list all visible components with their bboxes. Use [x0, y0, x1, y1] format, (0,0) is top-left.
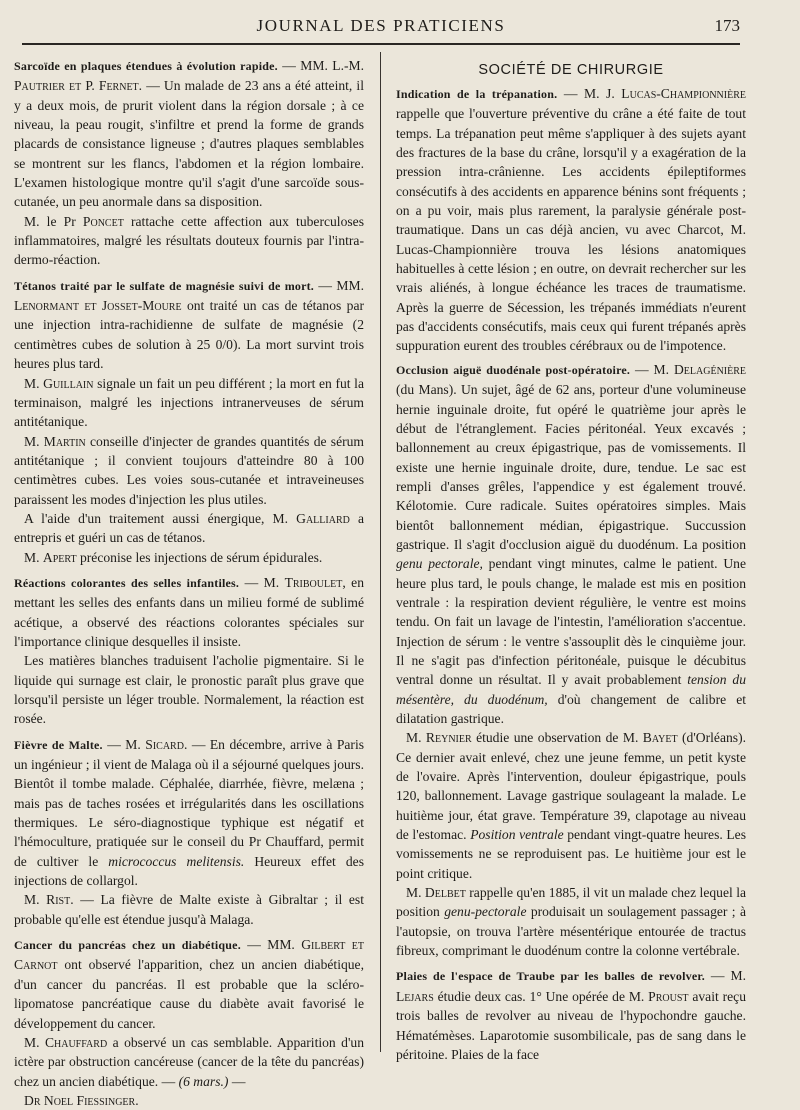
page-header	[22, 10, 740, 46]
text: étudie une observation de M.	[471, 730, 643, 746]
article-fievre	[14, 735, 364, 891]
text: —	[228, 1073, 246, 1089]
text: a observé un cas semblable. Apparition d'un ictère par obstruction cancéreuse (cancer de la tête du pancréas) chez un ancien diabétique. —	[14, 1034, 365, 1089]
article-text: ont traité un cas de tétanos par une injection intra-rachidienne de sulfate de magnésie (2 centimètres cubes de solution à 25 0/0). La mort survint trois heures plus tard.	[14, 298, 365, 372]
sep: — M.	[239, 574, 285, 590]
journal-title: JOURNAL DES PRATICIENS	[256, 16, 506, 35]
author-names: Lenormant et Josset-Moure	[14, 298, 182, 314]
text: pendant vingt-quatre heures. Les vomissements ne se reproduisent pas. Le huitième jour est le point critique.	[396, 827, 746, 881]
text: M.	[24, 549, 43, 565]
sep: — M.	[102, 736, 146, 752]
text: M.	[406, 730, 426, 746]
author-name: Proust	[648, 988, 689, 1004]
paragraph	[396, 883, 746, 960]
text: M.	[24, 892, 47, 908]
article-cancer	[14, 935, 364, 1033]
text: M.	[24, 1034, 45, 1050]
author-names: Sicard.	[145, 736, 188, 752]
author-names: Delagénière	[673, 361, 747, 377]
paragraph	[14, 212, 364, 270]
article-text: pendant vingt minutes, calme le patient. Une heure plus tard, le pouls change, le malade est mis en position ventrale : la respiration devient régulière, le ventre est moins tendu. On fait un lavage de l'intestin, l'amélioration s'accentue. Injection de sérum : le ventre s'assouplit dès le cinquième jour. Il ne s'agit pas d'infection péritonéale, puisque le décubitus ventral donne un résultat. Il y avait probablement	[396, 556, 746, 688]
italic-text: tension du mésentère, du duodénum,	[396, 672, 746, 707]
text: (d'Orléans). Ce dernier avait enlevé, chez une jeune femme, un petit kyste de l'ovaire. Après l'intervention, douleur épigastrique, pouls 120, ballonnement. Lavage gastrique soulageant la malade. Le huitième jour, état grave. Température 39, clapotage au niveau de l'estomac.	[396, 730, 746, 843]
paragraph	[14, 432, 364, 509]
paragraph	[14, 548, 364, 567]
article-heading: Tétanos traité par le sulfate de magnésie suivi de mort.	[14, 278, 315, 293]
article-plaies	[396, 966, 746, 1064]
signature: Dr Noel Fiessinger.	[24, 1092, 139, 1108]
article-text: ont observé l'apparition, chez un ancien diabétique, d'un cancer du pancréas. Il est probable que la scléro-lipomatose pancréatique cause du diabète avait favorisé le développement du cancer.	[14, 957, 364, 1031]
author-name: Guillain	[43, 375, 94, 391]
article-text: avait reçu trois balles de revolver au niveau de l'hypochondre gauche. Hématémèses. Laparotomie susombilicale, pas de sang dans le péritoine. Plaies de la face	[396, 988, 746, 1062]
text: M.	[24, 433, 44, 449]
italic-text: Position ventrale	[470, 827, 564, 843]
author-name: Galliard	[296, 510, 350, 526]
author-name: Rist.	[46, 892, 74, 908]
text: M.	[24, 375, 44, 391]
text: rattache cette affection aux tuberculoses inflammatoires, malgré les résultats douteux fournis par l'intra-dermo-réaction.	[14, 213, 364, 268]
text: — La fièvre de Malte existe à Gibraltar ; il est probable qu'elle est étendue jusqu'à Malaga.	[14, 892, 364, 927]
article-tetanos	[14, 276, 364, 374]
article-heading: Plaies de l'espace de Traube par les balles de revolver.	[396, 969, 705, 984]
author-name: Bayet	[642, 730, 678, 746]
article-heading: Occlusion aiguë duodénale post-opératoire.	[396, 362, 631, 377]
article-text: — En décembre, arrive à Paris un ingénieur ; il vient de Malaga où il a séjourné quelques jours. Bientôt il tombe malade. Céphalée, diarrhée, fièvre, melæna ; mais pas de taches rosées et irrégularités dans les oscillations thermiques. Le séro-diagnostique typhique est négatif et l'hémoculture, pratiquée sur le conseil du Pr Chauffard, permit de cultiver le	[14, 736, 365, 869]
article-trepanation	[396, 84, 746, 356]
text: signale un fait un peu différent ; la mort en fut la terminaison, malgré les injections intranerveuses de sérum antitétanique.	[14, 375, 364, 430]
text: préconise les injections de sérum épidurales.	[76, 549, 323, 565]
text: produisait un soulagement passager ; à l'autopsie, on trouva l'artère mésentérique entourée de tractus fibreux, comprimant le duodénum contre la colonne vertébrale.	[396, 904, 746, 959]
article-heading: Cancer du pancréas chez un diabétique.	[14, 938, 241, 953]
article-sarcoide	[14, 56, 364, 212]
paragraph: Les matières blanches traduisent l'acholie pigmentaire. Si le liquide qui surnage est clair, le pronostic paraît plus grave que lorsqu'il persiste un léger trouble. Normalement, la réaction est rosée.	[14, 653, 364, 727]
text: M. le Pr	[24, 213, 83, 229]
text: a entrepris et guéri un cas de tétanos.	[14, 510, 364, 546]
sep: — M.	[704, 968, 746, 984]
article-text: (du Mans). Un sujet, âgé de 62 ans, porteur d'une volumineuse hernie inguinale droite, fut opéré le quatrième jour après le début de l'étranglement. Facies péritonéal. Yeux excavés ; ballonnement au creux épigastrique, pas de vomissements. Il existe une hernie inguinale droite, dure, tendue. Le sac est rempli d'anses grêles, l'appendice y est également trouvé. Kélotomie. Cure radicale. Suites opératoires simples. Mais bientôt ballonnement médian, épigastrique. Succussion gastrique. Il s'agit d'occlusion aiguë du duodénum. La position	[396, 382, 746, 552]
article-text: étudie deux cas. 1° Une opérée de M.	[433, 988, 649, 1004]
paragraph	[14, 1033, 364, 1091]
sep: —	[277, 58, 301, 73]
author-name: Chauffard	[44, 1034, 108, 1050]
author-names: Gilbert et Carnot	[14, 937, 365, 973]
sep: — M. J.	[557, 86, 622, 101]
article-text: rappelle que l'ouverture préventive du crâne a été faite de tout temps. La trépanation peut même s'appliquer à des sujets ayant des fractures de la base du crâne, lorsqu'il y a exagération de la pression intra-crânienne. Les accidents épileptiformes consécutifs à des accidents en apparence bénins sont fréquents ; on a pu voir, mais plus rarement, la paralysie générale post-traumatique. Dans un cas déjà ancien, vu avec Charcot, M. Lucas-Championnière trouva les lésions anatomiques habituelles à cette lésion ; en outre, on devrait rechercher sur les vrais aliénés, à longue échéance les traces de traumatisme. Après la guerre de Sécession, les trépanés immédiats n'eurent pas d'accidents consécutifs, mais ceux qui furent trépanés après suppuration eurent des troubles cérébraux ou de l'impotence.	[396, 106, 746, 354]
article-reactions	[14, 573, 364, 651]
page-number: 173	[714, 16, 740, 35]
sep: — M.	[630, 361, 674, 377]
section-title: SOCIÉTÉ DE CHIRURGIE	[478, 62, 664, 78]
paragraph	[14, 374, 364, 432]
right-column	[396, 56, 746, 1064]
article-heading: Indication de la trépanation.	[396, 87, 558, 101]
article-heading: Fièvre de Malte.	[14, 737, 103, 752]
text: rappelle qu'en 1885, il vit un malade chez lequel la position	[396, 885, 747, 920]
header-rule	[22, 43, 740, 45]
article-text: d'où changement de calibre et dilatation gastrique.	[396, 691, 747, 726]
author-names: Lejars	[396, 988, 434, 1004]
column-divider	[380, 52, 381, 1052]
author-names: Lucas-Championnière	[621, 86, 746, 101]
author-name: Poncet	[82, 213, 124, 229]
italic-text: genu-pectorale	[444, 904, 527, 920]
text: conseille d'injecter de grandes quantités de sérum antitétanique ; il convient toujours d'atteindre 80 à 100 centimètres cubes. Les voies sous-cutanée et intraveineuses paraissent les modes d'injection les plus utiles.	[14, 433, 364, 507]
text: M.	[406, 885, 425, 901]
article-text: Heureux effet des injections de collargol.	[14, 853, 364, 889]
paragraph	[14, 509, 364, 548]
italic-text: micrococcus melitensis.	[108, 853, 245, 869]
article-occlusion	[396, 360, 746, 729]
italic-date: (6 mars.)	[178, 1073, 229, 1089]
article-heading: Réactions colorantes des selles infantiles.	[14, 575, 240, 590]
paragraph	[396, 728, 746, 883]
text: A l'aide d'un traitement aussi énergique, M.	[24, 510, 297, 526]
sep: — MM.	[240, 937, 302, 953]
sep: — MM.	[314, 277, 364, 293]
article-text: , en mettant les selles des enfants dans un milieu formé de sublimé acétique, a observé des réactions colorantes spéciales sur l'importance clinique desquelles il insiste.	[14, 574, 364, 649]
author-names: Triboulet	[284, 574, 343, 590]
author-name: Reynier	[425, 730, 472, 746]
italic-text: genu pectorale,	[396, 556, 483, 572]
author-names: MM. L.-M. Pautrier et P. Fernet.	[14, 58, 365, 94]
paragraph	[14, 890, 364, 929]
left-column	[14, 56, 364, 1110]
author-name: Delbet	[424, 885, 466, 901]
author-name: Apert	[42, 549, 77, 565]
article-heading: Sarcoïde en plaques étendues à évolution rapide.	[14, 59, 278, 73]
author-name: Martin	[43, 433, 86, 449]
article-text: — Un malade de 23 ans a été atteint, il y a deux mois, de prurit violent dans la région dorsale ; à ce niveau, la peau rougit, s'infiltre et prend la forme de grands placards de consistance ligneuse ; d'autres plaques semblables se montrent sur les flancs, l'abdomen et la région lombaire. L'examen histologique montre qu'il s'agit d'une sarcoïde sous-cutanée, un peu anormale dans sa disposition.	[14, 78, 364, 210]
